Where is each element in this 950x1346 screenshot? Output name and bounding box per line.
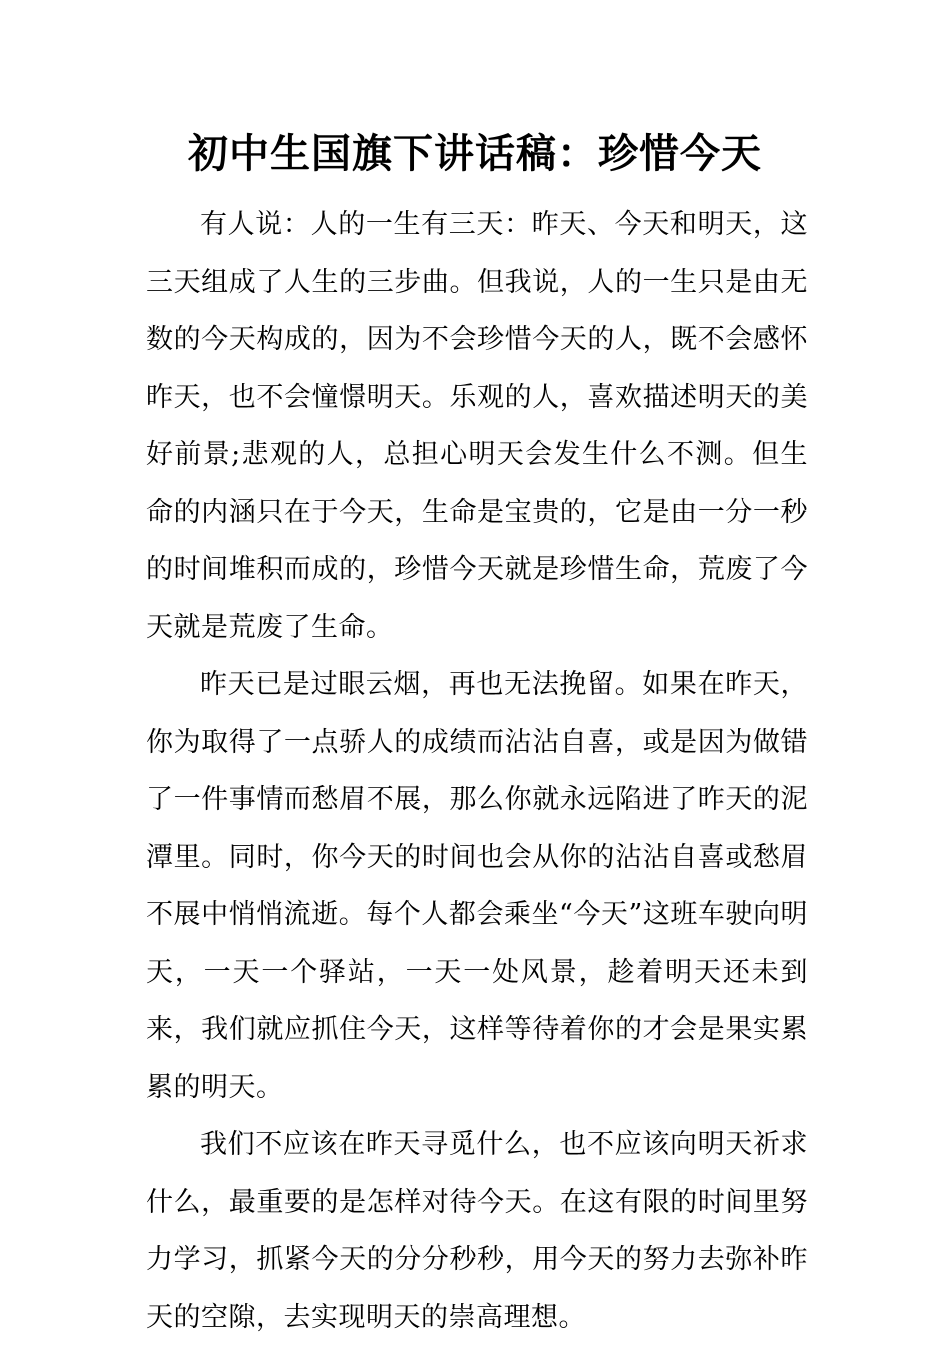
document-title: 初中生国旗下讲话稿：珍惜今天: [188, 130, 762, 177]
paragraph-2: 昨天已是过眼云烟，再也无法挽留。如果在昨天，你为取得了一点骄人的成绩而沾沾自喜，或是因为做错了一件事情而愁眉不展，那么你就永远陷进了昨天的泥潭里。同时，你今天的时间也会从你的沾沾自喜或愁眉不展中悄悄流逝。每个人都会乘坐“今天”这班车驶向明天，一天一个驿站，一天一处风景，趁着明天还未到来，我们就应抓住今天，这样等待着你的才会是果实累累的明天。: [146, 669, 808, 1103]
paragraph-3: 我们不应该在昨天寻觅什么，也不应该向明天祈求什么，最重要的是怎样对待今天。在这有限的时间里努力学习，抓紧今天的分分秒秒，用今天的努力去弥补昨天的空隙，去实现明天的崇高理想。: [146, 1129, 808, 1333]
paragraph-1: 有人说：人的一生有三天：昨天、今天和明天，这三天组成了人生的三步曲。但我说，人的一生只是由无数的今天构成的，因为不会珍惜今天的人，既不会感怀昨天，也不会憧憬明天。乐观的人，喜欢描述明天的美好前景;悲观的人，总担心明天会发生什么不测。但生命的内涵只在于今天，生命是宝贵的，它是由一分一秒的时间堆积而成的，珍惜今天就是珍惜生命，荒废了今天就是荒废了生命。: [146, 209, 808, 643]
document-body: [146, 196, 808, 1346]
